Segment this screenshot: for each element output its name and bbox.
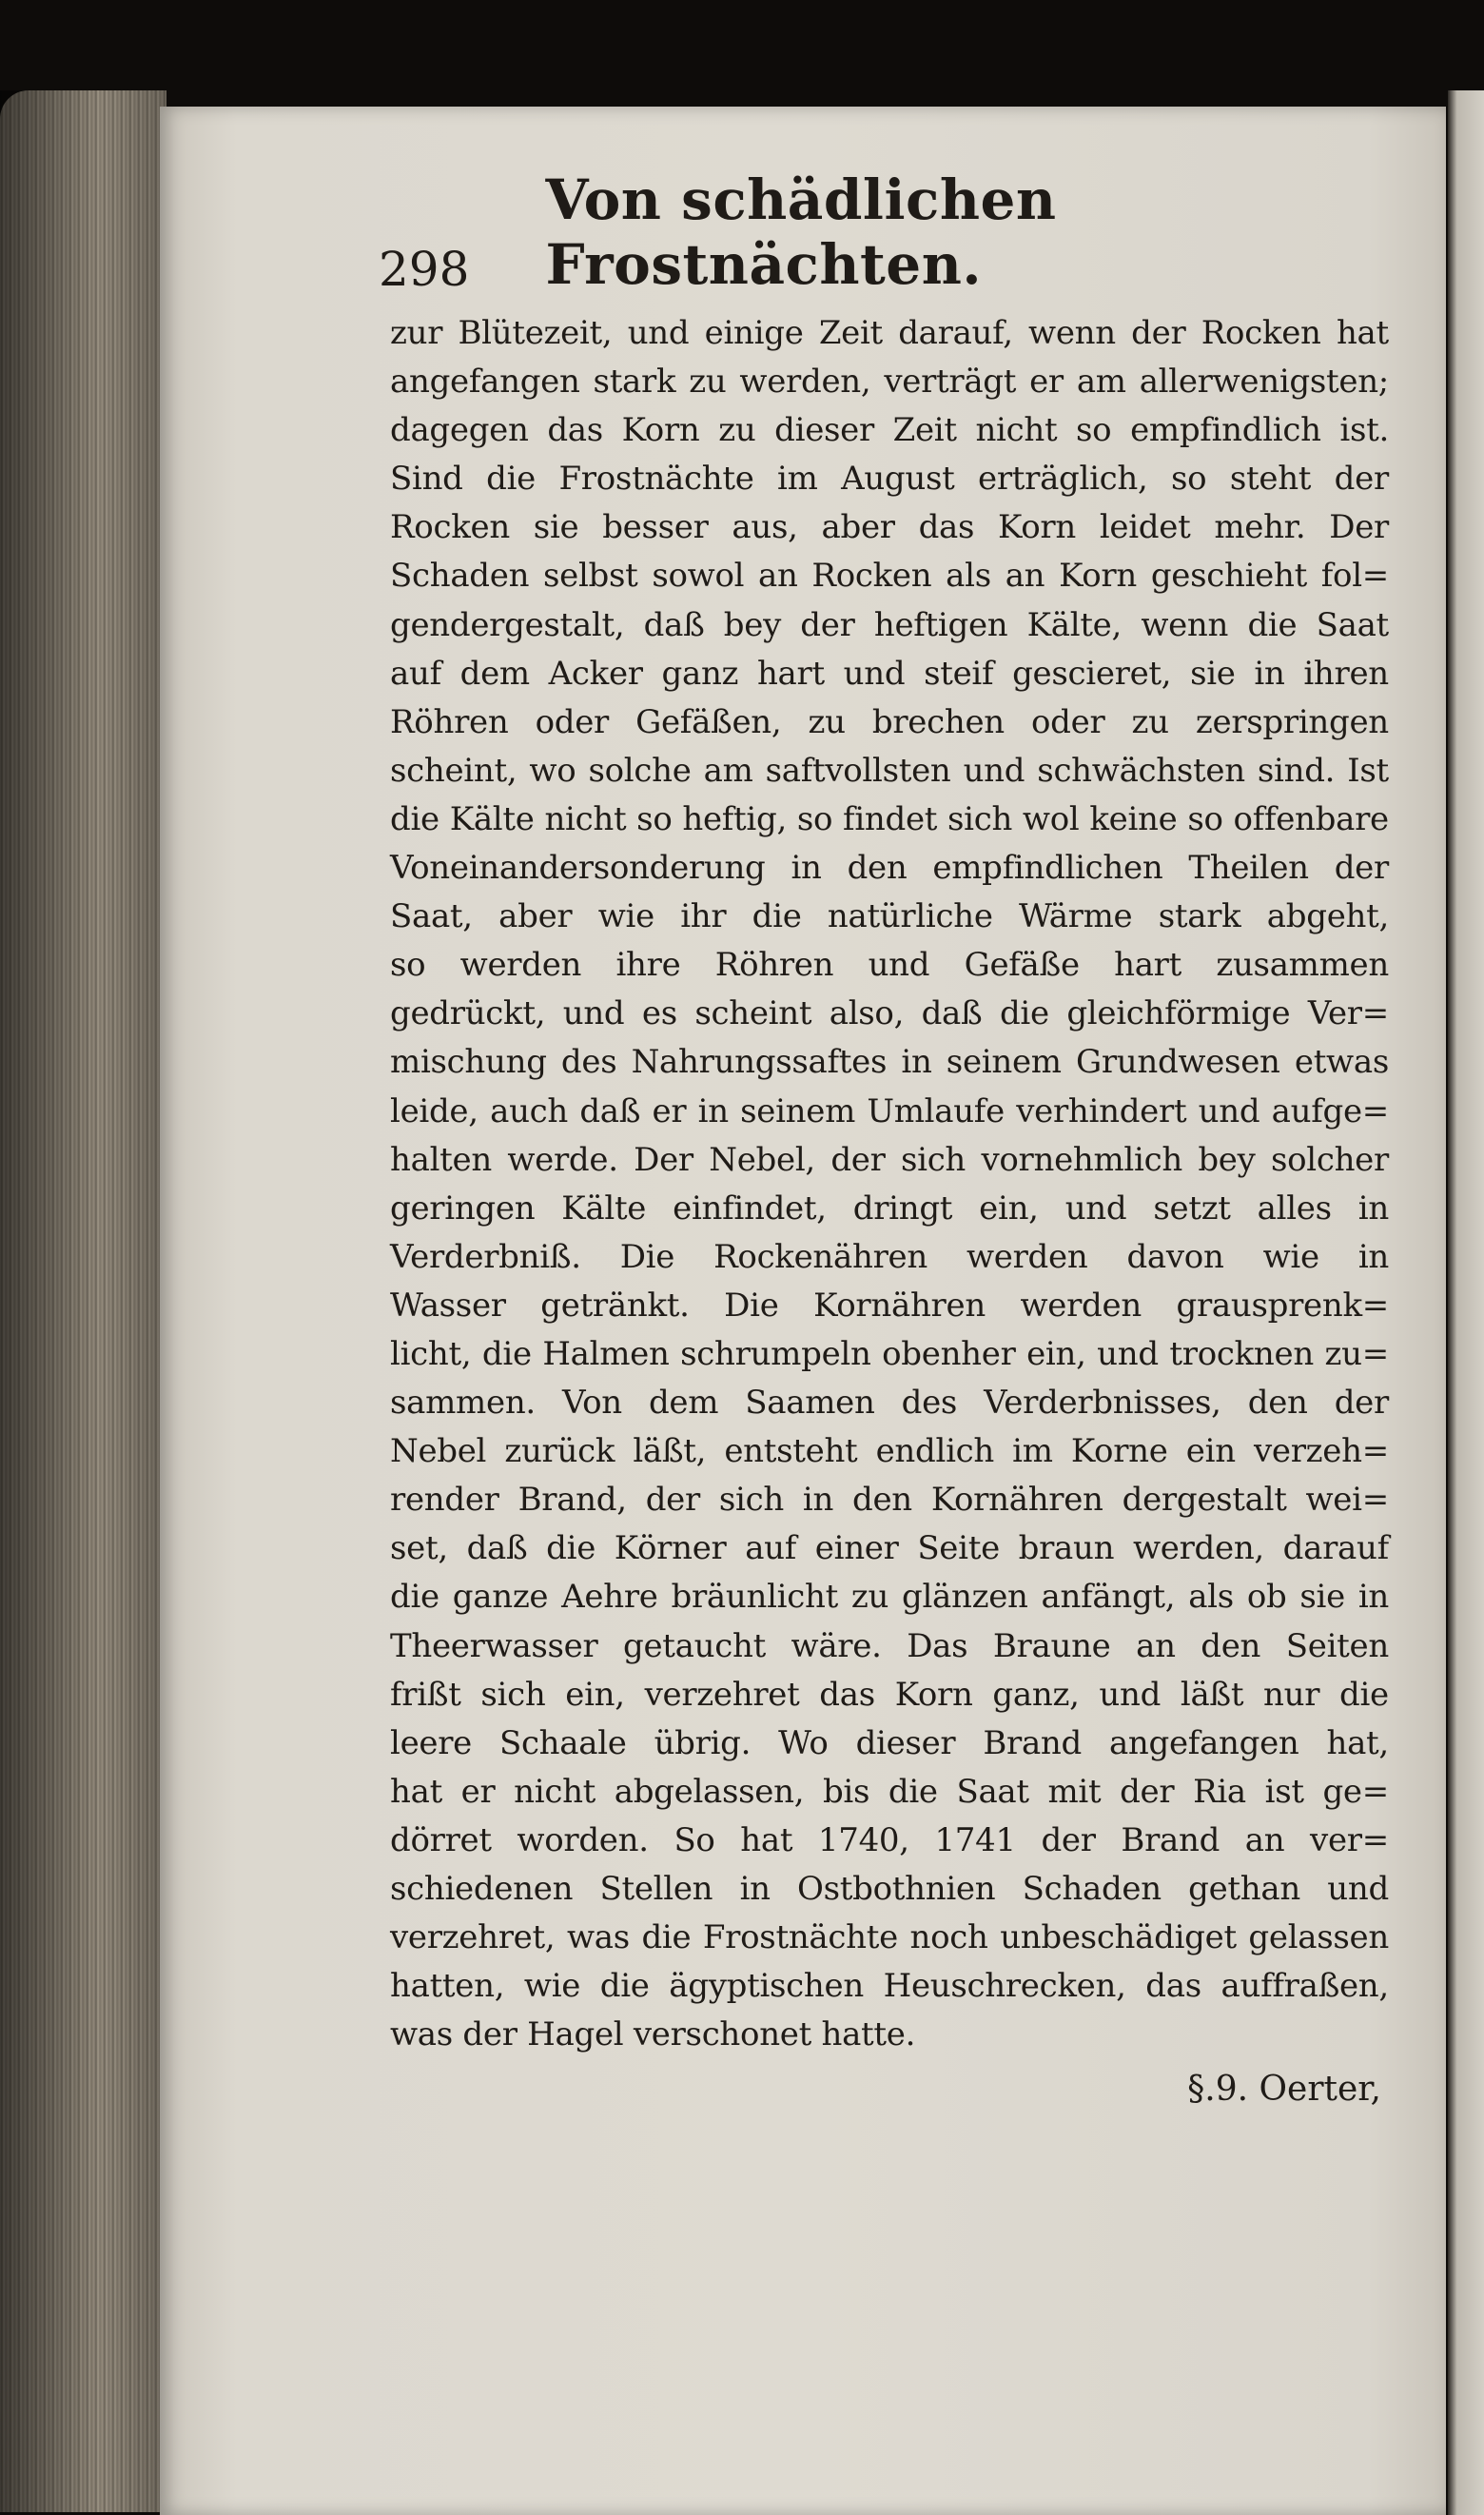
text-line: Röhren oder Gefäßen, zu brechen oder zu zerspringen	[390, 702, 1389, 741]
text-line: zur Blütezeit, und einige Zeit darauf, wenn der Rocken hat	[390, 314, 1389, 352]
text-line: set, daß die Körner auf einer Seite braun werden, darauf	[390, 1529, 1389, 1568]
text-line: Voneinandersonderung in den empfindlichen Theilen der	[390, 849, 1389, 888]
body-text	[390, 309, 1389, 2059]
text-line: die Kälte nicht so heftig, so findet sich wol keine so offenbare	[390, 799, 1389, 838]
text-line: leide, auch daß er in seinem Umlaufe verhindert und aufge=	[390, 1091, 1389, 1130]
facing-page-edge	[1448, 90, 1484, 2515]
text-line: Rocken sie besser aus, aber das Korn leidet mehr. Der	[390, 508, 1389, 547]
text-line: Verderbniß. Die Rockenähren werden davon wie in	[390, 1237, 1389, 1276]
text-line: dörret worden. So hat 1740, 1741 der Brand an ver=	[390, 1820, 1389, 1859]
text-line: dagegen das Korn zu dieser Zeit nicht so empfindlich ist.	[390, 411, 1389, 450]
text-line: licht, die Halmen schrumpeln obenher ein, und trocknen zu=	[390, 1334, 1389, 1373]
text-line: hat er nicht abgelassen, bis die Saat mit der Ria ist ge=	[390, 1772, 1389, 1811]
text-line: Theerwasser getaucht wäre. Das Braune an den Seiten	[390, 1626, 1389, 1665]
book-page-edges	[0, 90, 166, 2512]
text-line: scheint, wo solche am saftvollsten und schwächsten sind. Ist	[390, 751, 1389, 790]
text-line: auf dem Acker ganz hart und steif gescieret, sie in ihren	[390, 654, 1389, 693]
text-line: Nebel zurück läßt, entsteht endlich im Korne ein verzeh=	[390, 1432, 1389, 1471]
text-line: leere Schaale übrig. Wo dieser Brand angefangen hat,	[390, 1723, 1389, 1762]
text-line: Saat, aber wie ihr die natürliche Wärme stark abgeht,	[390, 897, 1389, 936]
text-line: sammen. Von dem Saamen des Verderbnisses, den der	[390, 1384, 1389, 1423]
text-line: Sind die Frostnächte im August erträglich, so steht der	[390, 460, 1389, 499]
text-line: halten werde. Der Nebel, der sich vornehmlich bey solcher	[390, 1140, 1389, 1179]
catchword: §.9. Oerter,	[1187, 2070, 1381, 2109]
text-line: schiedenen Stellen in Ostbothnien Schaden gethan und	[390, 1870, 1389, 1908]
text-line: hatten, wie die ägyptischen Heuschrecken, das auffraßen,	[390, 1967, 1389, 2006]
text-line: was der Hagel verschonet hatte.	[390, 2015, 916, 2054]
text-line: gendergestalt, daß bey der heftigen Kälte, wenn die Saat	[390, 605, 1389, 644]
text-line: gedrückt, und es scheint also, daß die gleichförmige Ver=	[390, 994, 1389, 1033]
page-header	[379, 167, 1368, 297]
text-line: Wasser getränkt. Die Kornähren werden grausprenk=	[390, 1286, 1389, 1325]
text-line: verzehret, was die Frostnächte noch unbeschädiget gelassen	[390, 1918, 1389, 1957]
running-title: Von schädlichen Frostnächten.	[545, 167, 1057, 297]
text-line: so werden ihre Röhren und Gefäße hart zusammen	[390, 946, 1389, 985]
text-line: die ganze Aehre bräunlicht zu glänzen anfängt, als ob sie in	[390, 1578, 1389, 1617]
text-line: frißt sich ein, verzehret das Korn ganz, und läßt nur die	[390, 1675, 1389, 1714]
page-number: 298	[379, 242, 470, 297]
text-line: Schaden selbst sowol an Rocken als an Korn geschieht fol=	[390, 557, 1389, 596]
text-line: mischung des Nahrungssaftes in seinem Grundwesen etwas	[390, 1043, 1389, 1082]
text-line: geringen Kälte einfindet, dringt ein, und setzt alles in	[390, 1189, 1389, 1228]
text-line: angefangen stark zu werden, verträgt er am allerwenigsten;	[390, 363, 1389, 402]
text-line: render Brand, der sich in den Kornähren dergestalt wei=	[390, 1481, 1389, 1520]
